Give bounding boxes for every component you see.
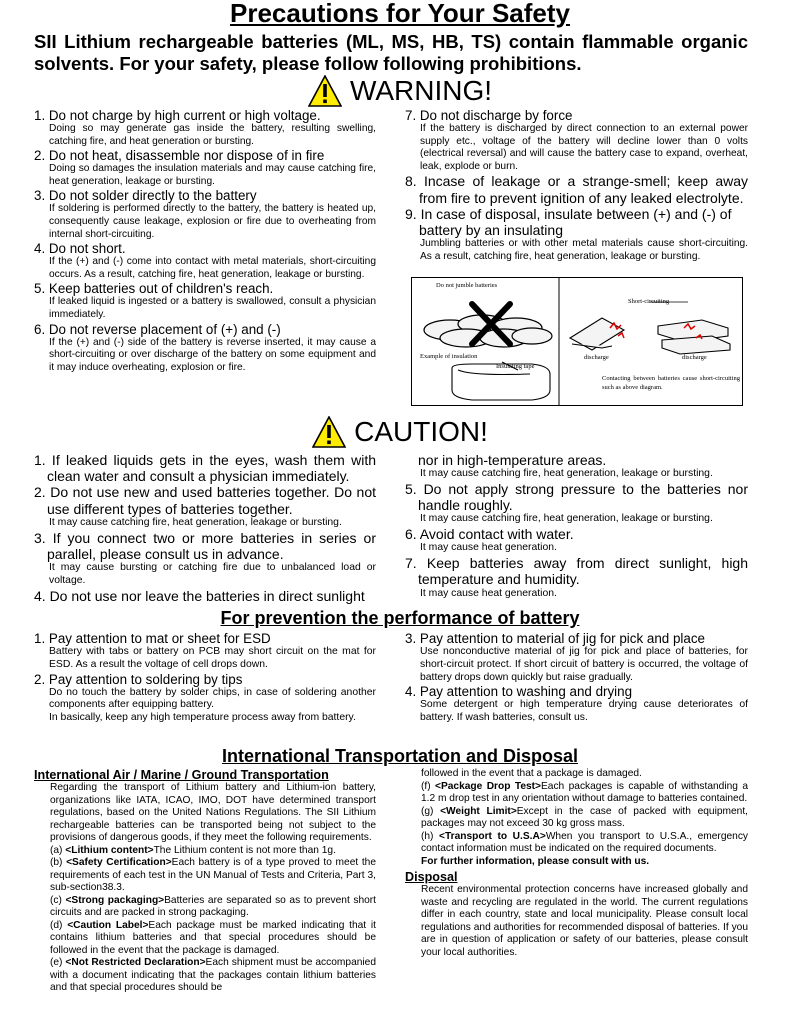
transport-left-column xyxy=(34,768,376,995)
performance-item-1-head: 1. Pay attention to mat or sheet for ESD xyxy=(34,631,271,646)
transport-item-a: (a) <Lithium content>The Lithium content is not more than 1g. xyxy=(50,844,336,856)
warning-label: WARNING! xyxy=(349,75,493,106)
page-title: Precautions for Your Safety xyxy=(229,0,571,28)
diagram-tape-label: Insulating tape xyxy=(496,363,535,370)
caution-item-3-head: 3. If you connect two or more batteries in series or parallel, please consult us in advance. xyxy=(34,529,376,562)
warning-item-9-desc: Jumbling batteries or with other metal materials cause short-circuiting. As a result, catching fire, heat generation, leakage or bursting. xyxy=(420,238,748,262)
performance-item-2-extra: In basically, keep any high temperature process away from battery. xyxy=(49,712,356,724)
performance-left-column xyxy=(34,631,376,725)
performance-right-column xyxy=(405,631,748,725)
warning-left-column xyxy=(34,108,376,374)
diagram-no-jumble-label: Do not jumble batteries xyxy=(436,282,498,289)
performance-title: For prevention the performance of battery xyxy=(220,608,580,628)
diagram-contact-note: Contacting between batteries cause short-circuiting such as above diagram. xyxy=(602,375,740,391)
intro-text: SII Lithium rechargeable batteries (ML, MS, HB, TS) contain flammable organic solvents. For your safety, please follow following prohibitions. xyxy=(34,31,748,74)
warning-right-column xyxy=(405,108,748,263)
battery-diagram xyxy=(411,277,743,406)
transport-item-h: (h) <Transport to U.S.A>When you transport to U.S.A., emergency contact information must be indicated on the required documents. xyxy=(421,830,749,854)
performance-item-1-desc: Battery with tabs or battery on PCB may short circuit on the mat for ESD. As a result the voltage of cell drops down. xyxy=(49,646,376,670)
short-circuit-art xyxy=(570,318,730,354)
caution-item-5-desc: It may cause catching fire, heat generation, leakage or bursting. xyxy=(420,513,713,525)
performance-item-2-head: 2. Pay attention to soldering by tips xyxy=(34,671,243,687)
performance-item-3-head: 3. Pay attention to material of jig for pick and place xyxy=(405,631,705,646)
warning-item-9-head: 9. In case of disposal, insulate between (+) and (-) of battery by an insulating xyxy=(405,205,732,238)
warning-item-1: 1. Do not charge by high current or high voltage. Doing so may generate gas inside the battery, resulting swelling, catching fire, and heat generation or bursting. xyxy=(34,108,376,147)
transport-item-e: (e) <Not Restricted Declaration>Each shipment must be accompanied with a document indicating that the packages contain lithium batteries and that special procedures should be xyxy=(50,957,376,993)
warning-item-7-desc: If the battery is discharged by direct connection to an external power supply etc., voltage of the battery will decline lower than 0 volts (electrical reversal) and will cause the battery case to expand, overheat, leak, explode or burn. xyxy=(420,123,748,172)
caution-item-5-head: 5. Do not apply strong pressure to the batteries nor handle roughly. xyxy=(405,481,748,514)
transport-item-e-cont: followed in the event that a package is damaged. xyxy=(421,768,642,779)
diagram-short-label: Short-circuiting xyxy=(628,298,670,305)
transport-title: International Transportation and Disposal xyxy=(221,746,579,766)
transport-subheading: International Air / Marine / Ground Transportation xyxy=(34,768,329,782)
transport-paragraph: Regarding the transport of Lithium battery and Lithium-ion battery, organizations like IATA, ICAO, IMO, DOT have determined transport regulations, based on the United Nations Regulations. The SII Lithium rechargeable batteries can be transported being not subject to the provisions of dangerous goods, if they meet the following requirements. xyxy=(50,782,376,843)
caution-item-7-desc: It may cause heat generation. xyxy=(420,587,557,599)
transport-right-column xyxy=(405,768,748,959)
disposal-text: Recent environmental protection concerns have increased globally and waste and recycling are regulated in the world. The current regulations differ in each country, state and local municipality. Please consult local regulations and authorities for recommended disposal of batteries. If you are in question of application or safety of our batteries, please consult your local authorities. xyxy=(421,884,748,958)
caution-item-6-head: 6. Avoid contact with water. xyxy=(405,526,574,543)
transport-item-d: (d) <Caution Label>Each package must be marked indicating that it contains lithium batteries and that special procedures should be followed in the event that the package is damaged. xyxy=(50,919,376,956)
caution-item-4-head: 4. Do not use nor leave the batteries in direct sunlight xyxy=(34,587,365,604)
caution-item-3-desc: It may cause bursting or catching fire due to unbalanced load or voltage. xyxy=(49,562,376,586)
caution-right-column xyxy=(405,452,748,600)
transport-item-f: (f) <Package Drop Test>Each packages is capable of withstanding a 1.2 m drop test in any orientation without damage to batteries contained. xyxy=(421,780,748,804)
warning-triangle-icon xyxy=(308,75,342,107)
warning-banner xyxy=(0,75,800,107)
caution-item-2-desc: It may cause catching fire, heat generation, leakage or bursting. xyxy=(49,516,342,528)
performance-item-4-head: 4. Pay attention to washing and drying xyxy=(405,684,633,700)
caution-item-6-desc: It may cause heat generation. xyxy=(420,542,557,554)
caution-item-2-head: 2. Do not use new and used batteries together. Do not use different types of batteries together. xyxy=(34,484,376,517)
diagram-discharge-2: discharge xyxy=(682,354,707,361)
caution-label: CAUTION! xyxy=(354,416,488,447)
warning-item-4: 4. Do not short. If the (+) and (-) come into contact with metal materials, short-circuiting occurs. As a result, catching fire, heat generation, leakage or bursting. xyxy=(34,241,376,280)
warning-item-5: 5. Keep batteries out of children's reach. If leaked liquid is ingested or a battery is swallowed, consult a physician immediately. xyxy=(34,281,376,320)
performance-item-4-desc: Some detergent or high temperature drying cause deteriorates of battery. If wash batteries, consult us. xyxy=(420,699,748,724)
warning-item-7-head: 7. Do not discharge by force xyxy=(405,108,573,123)
warning-item-3: 3. Do not solder directly to the battery If soldering is performed directly to the battery, the battery is heated up, consequently cause leakage, explosion or fire due to overheating from internal short-circuiting. xyxy=(34,188,376,240)
caution-banner xyxy=(0,416,800,448)
caution-item-4-cont: nor in high-temperature areas. xyxy=(418,452,607,468)
caution-item-4-desc: It may cause catching fire, heat generation, leakage or bursting. xyxy=(420,468,713,480)
diagram-discharge-1: discharge xyxy=(584,354,609,361)
caution-triangle-icon xyxy=(312,416,346,448)
transport-item-c: (c) <Strong packaging>Batteries are separated so as to prevent short circuits and are packed in strong packaging. xyxy=(50,894,377,918)
transport-item-b: (b) <Safety Certification>Each battery is of a type proved to meet the requirements of each test in the UN Manual of Tests and Criteria, Part 3, sub-section38.3. xyxy=(50,857,376,893)
performance-item-2-desc: Do no touch the battery by solder chips, in case of soldering another components after equipping battery. xyxy=(49,686,376,711)
caution-item-7-head: 7. Keep batteries away from direct sunlight, high temperature and humidity. xyxy=(405,555,748,588)
transport-item-g: (g) <Weight Limit>Except in the case of packed with equipment, packages may not exceed 30 kg gross mass. xyxy=(421,805,748,829)
diagram-example-label: Example of insulation xyxy=(420,353,478,360)
warning-item-6: 6. Do not reverse placement of (+) and (-) If the (+) and (-) side of the battery is reverse inserted, it may cause a short-circuiting or over discharge of the battery on some equipment and it may induce overheating, explosion or fire. xyxy=(34,321,376,373)
caution-left-column xyxy=(34,452,376,604)
disposal-heading: Disposal xyxy=(405,870,458,884)
warning-item-8: 8. Incase of leakage or a strange-smell; keep away from fire to prevent ignition of any leaked electrolyte. xyxy=(405,173,748,206)
caution-item-1: 1. If leaked liquids gets in the eyes, wash them with clean water and consult a physician immediately. xyxy=(34,452,376,485)
transport-further-info: For further information, please consult with us. xyxy=(421,855,650,867)
performance-item-3-desc: Use nonconductive material of jig for pick and place of batteries, for short-circuit protect. If short circuit of battery is occurred, the voltage of battery drops down quickly but raise gradually. xyxy=(420,646,748,683)
warning-item-2: 2. Do not heat, disassemble nor dispose of in fire Doing so damages the insulation materials and may cause catching fire, heat generation, leakage or bursting. xyxy=(34,148,376,187)
